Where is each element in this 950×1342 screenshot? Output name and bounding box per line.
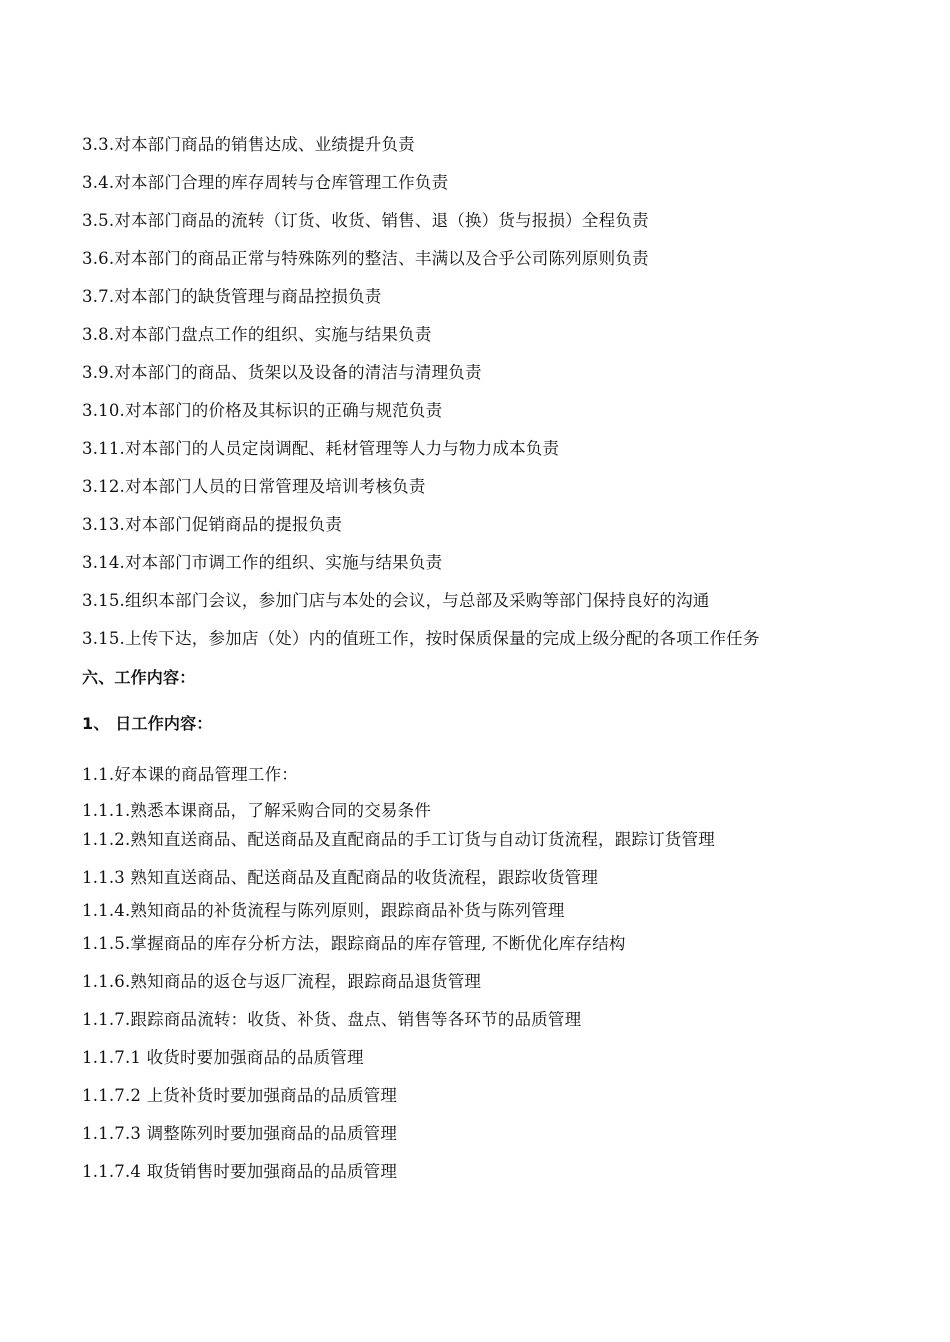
daily-item: 1.1.7.1 收货时要加强商品的品质管理 xyxy=(82,1048,364,1067)
subsection-heading: 1、 日工作内容： xyxy=(82,714,213,733)
daily-item: 1.1.5.掌握商品的库存分析方法，跟踪商品的库存管理, 不断优化库存结构 xyxy=(82,934,626,953)
responsibility-line: 3.3.对本部门商品的销售达成、业绩提升负责 xyxy=(82,135,415,154)
responsibility-line: 3.11.对本部门的人员定岗调配、耗材管理等人力与物力成本负责 xyxy=(82,439,560,458)
daily-item: 1.1.1.熟悉本课商品，了解采购合同的交易条件 xyxy=(82,801,432,820)
daily-item: 1.1.7.4 取货销售时要加强商品的品质管理 xyxy=(82,1162,398,1181)
responsibility-line: 3.12.对本部门人员的日常管理及培训考核负责 xyxy=(82,477,426,496)
responsibility-line: 3.10.对本部门的价格及其标识的正确与规范负责 xyxy=(82,401,443,420)
daily-item: 1.1.6.熟知商品的返仓与返厂流程，跟踪商品退货管理 xyxy=(82,972,482,991)
daily-item: 1.1.4.熟知商品的补货流程与陈列原则，跟踪商品补货与陈列管理 xyxy=(82,901,565,920)
responsibility-line: 3.9.对本部门的商品、货架以及设备的清洁与清理负责 xyxy=(82,363,482,382)
responsibility-line: 3.6.对本部门的商品正常与特殊陈列的整洁、丰满以及合乎公司陈列原则负责 xyxy=(82,249,649,268)
responsibility-line: 3.14.对本部门市调工作的组织、实施与结果负责 xyxy=(82,553,443,572)
daily-item: 1.1.好本课的商品管理工作： xyxy=(82,765,298,784)
responsibility-line: 3.15.组织本部门会议，参加门店与本处的会议，与总部及采购等部门保持良好的沟通 xyxy=(82,591,710,610)
responsibility-line: 3.5.对本部门商品的流转（订货、收货、销售、退（换）货与报损）全程负责 xyxy=(82,211,649,230)
daily-item: 1.1.7.跟踪商品流转：收货、补货、盘点、销售等各环节的品质管理 xyxy=(82,1010,582,1029)
responsibility-line: 3.4.对本部门合理的库存周转与仓库管理工作负责 xyxy=(82,173,449,192)
responsibility-line: 3.15.上传下达，参加店（处）内的值班工作，按时保质保量的完成上级分配的各项工作任务 xyxy=(82,629,760,648)
daily-item: 1.1.7.3 调整陈列时要加强商品的品质管理 xyxy=(82,1124,398,1143)
responsibility-line: 3.13.对本部门促销商品的提报负责 xyxy=(82,515,343,534)
daily-item: 1.1.7.2 上货补货时要加强商品的品质管理 xyxy=(82,1086,398,1105)
section-heading: 六、工作内容： xyxy=(82,668,196,687)
daily-item: 1.1.3 熟知直送商品、配送商品及直配商品的收货流程，跟踪收货管理 xyxy=(82,868,599,887)
responsibility-line: 3.7.对本部门的缺货管理与商品控损负责 xyxy=(82,287,382,306)
responsibility-line: 3.8.对本部门盘点工作的组织、实施与结果负责 xyxy=(82,325,432,344)
daily-item: 1.1.2.熟知直送商品、配送商品及直配商品的手工订货与自动订货流程，跟踪订货管理 xyxy=(82,830,715,849)
